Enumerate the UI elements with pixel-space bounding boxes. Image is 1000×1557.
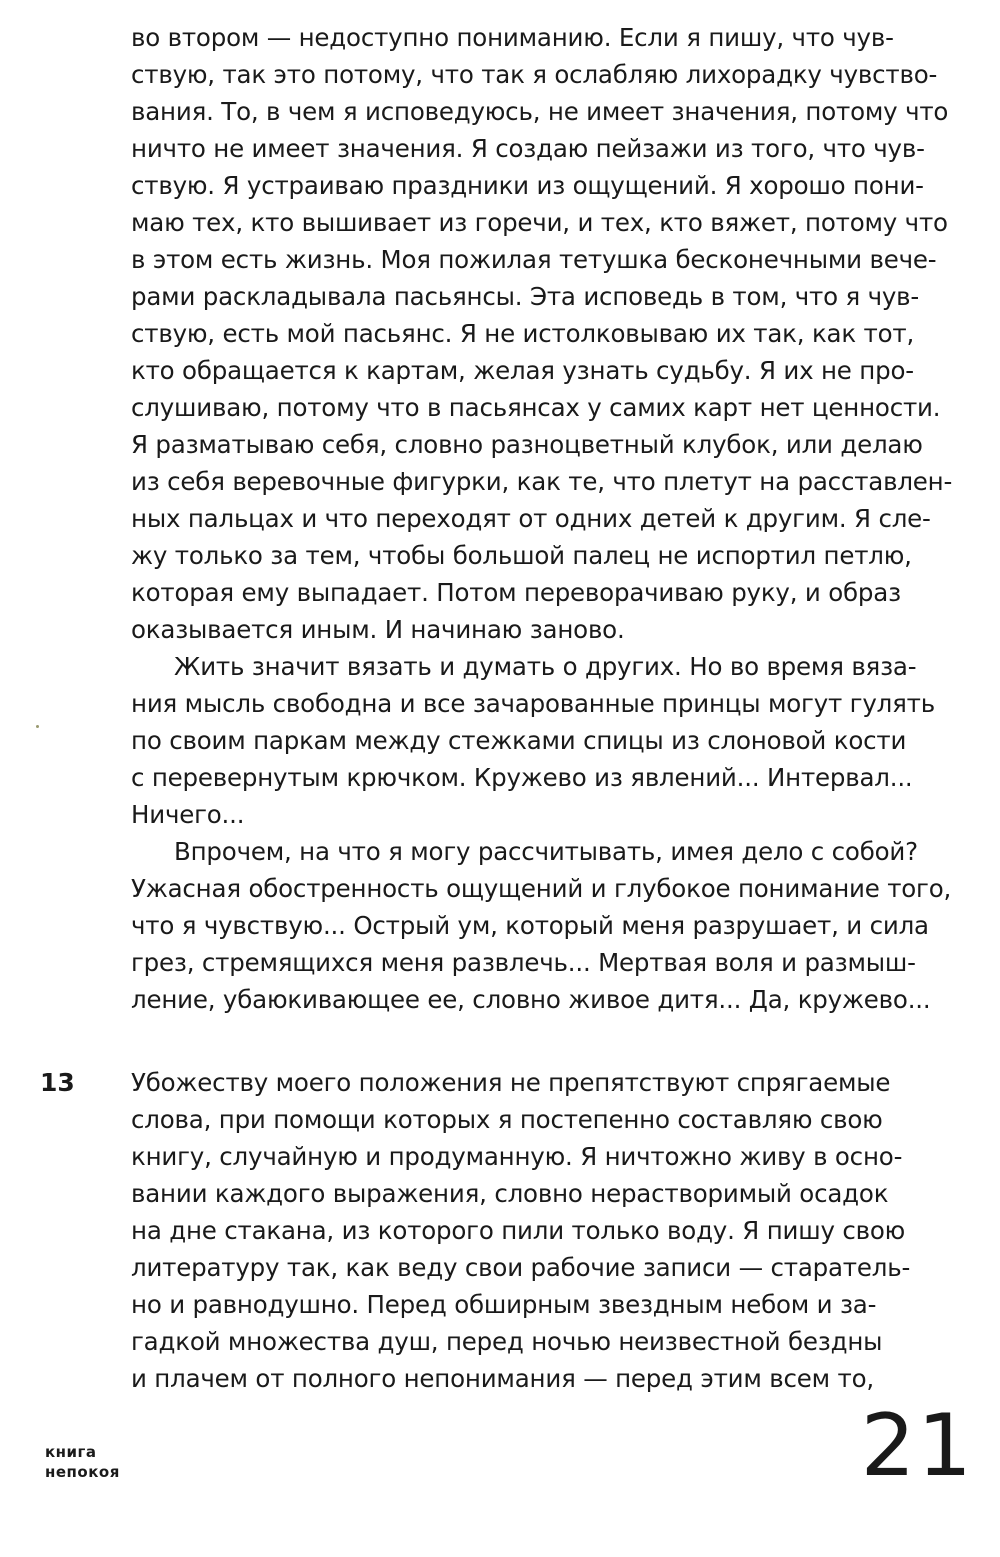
text-line: маю тех, кто вышивает из горечи, и тех, кто вяжет, потому что [131,208,948,237]
text-line: в этом есть жизнь. Моя пожилая тетушка бесконечными вече- [131,245,937,274]
text-line: по своим паркам между стежками спицы из слоновой кости [131,726,907,755]
text-line: жу только за тем, чтобы большой палец не испортил петлю, [131,541,912,570]
text-line: гадкой множества душ, перед ночью неизвестной бездны [131,1327,883,1356]
text-line: кто обращается к картам, желая узнать судьбу. Я их не про- [131,356,914,385]
text-line: литературу так, как веду свои рабочие записи — старатель- [131,1253,911,1282]
text-line: с перевернутым крючком. Кружево из явлений... Интервал... [131,763,913,792]
text-line: вания. То, в чем я исповедуюсь, не имеет значения, потому что [131,97,949,126]
text-line: Ничего... [131,800,245,829]
text-line: Ужасная обостренность ощущений и глубокое понимание того, [131,874,952,903]
text-block-continuation [131,19,976,1018]
text-line: оказывается иным. И начинаю заново. [131,615,625,644]
text-line: ствую, есть мой пасьянс. Я не истолковываю их так, как тот, [131,319,915,348]
text-line: Жить значит вязать и думать о других. Но во время вяза- [174,652,917,681]
book-title-line: непокоя [45,1463,120,1481]
text-block-section-13 [131,1064,976,1397]
text-line: ния мысль свободна и все зачарованные принцы могут гулять [131,689,935,718]
section-number: 13 [40,1068,75,1097]
text-line: рами раскладывала пасьянсы. Эта исповедь в том, что я чув- [131,282,920,311]
text-line: грез, стремящихся меня развлечь... Мертвая воля и размыш- [131,948,916,977]
text-line: но и равнодушно. Перед обширным звездным небом и за- [131,1290,877,1319]
text-line: Убожеству моего положения не препятствуют спрягаемые [131,1068,891,1097]
book-title-line: книга [45,1443,97,1461]
page-number: 21 [860,1396,974,1496]
text-line: книгу, случайную и продуманную. Я ничтожно живу в осно- [131,1142,903,1171]
text-line: слова, при помощи которых я постепенно составляю свою [131,1105,883,1134]
margin-speck [36,725,39,728]
text-line: ных пальцах и что переходят от одних детей к другим. Я сле- [131,504,931,533]
text-line: ствую. Я устраиваю праздники из ощущений. Я хорошо пони- [131,171,924,200]
running-footer-book-title [45,1442,120,1482]
text-line: ление, убаюкивающее ее, словно живое дитя... Да, кружево... [131,985,931,1014]
text-line: ствую, так это потому, что так я ослабляю лихорадку чувство- [131,60,938,89]
text-line: которая ему выпадает. Потом переворачиваю руку, и образ [131,578,901,607]
text-line: слушиваю, потому что в пасьянсах у самих карт нет ценности. [131,393,941,422]
text-line: во втором — недоступно пониманию. Если я пишу, что чув- [131,23,894,52]
text-line: вании каждого выражения, словно нерастворимый осадок [131,1179,889,1208]
text-line: Я разматываю себя, словно разноцветный клубок, или делаю [131,430,923,459]
text-line: и плачем от полного непонимания — перед этим всем то, [131,1364,874,1393]
text-line: из себя веревочные фигурки, как те, что плетут на расставлен- [131,467,953,496]
text-line: ничто не имеет значения. Я создаю пейзажи из того, что чув- [131,134,925,163]
text-line: Впрочем, на что я могу рассчитывать, имея дело с собой? [174,837,918,866]
text-line: что я чувствую... Острый ум, который меня разрушает, и сила [131,911,929,940]
text-line: на дне стакана, из которого пили только воду. Я пишу свою [131,1216,906,1245]
